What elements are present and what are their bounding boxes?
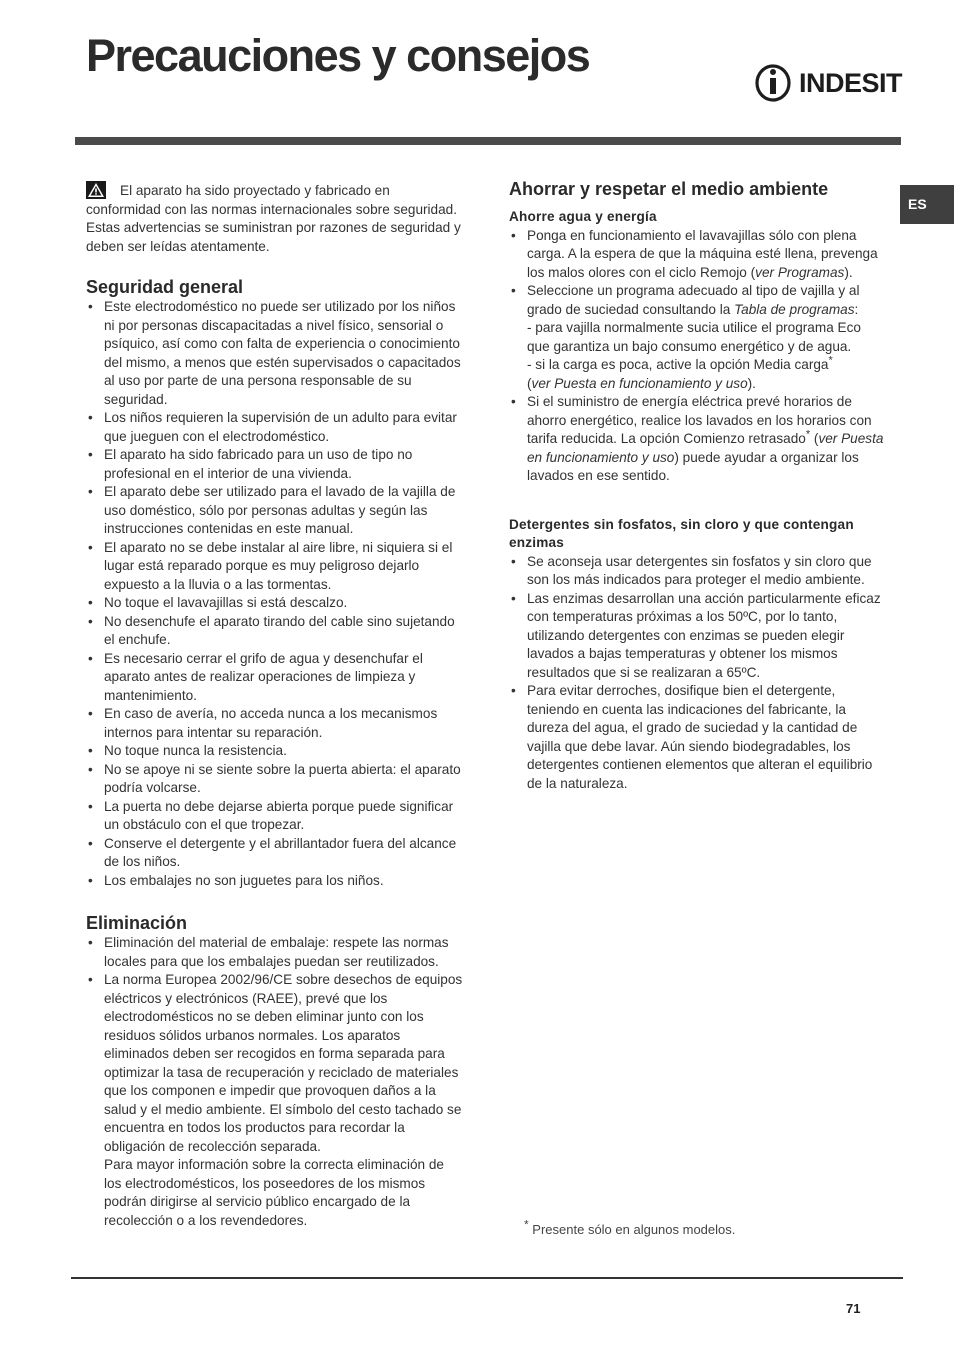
- right-column: [509, 178, 887, 793]
- list-item: • La puerta no debe dejarse abierta porque puede significar un obstáculo con el que tropezar.: [86, 798, 464, 835]
- b2-line2: - para vajilla normalmente sucia utilice el programa Eco que garantiza un bajo consumo energético y de agua.: [527, 320, 861, 354]
- list-item: • No se apoye ni se siente sobre la puerta abierta: el aparato podría volcarse.: [86, 761, 464, 798]
- b3-text: Si el suministro de energía eléctrica prevé horarios de ahorro energético, realice los lavados en los horarios con tarifa reducida. La opción Comienzo retrasado: [527, 394, 872, 446]
- ahorre-subheading: Ahorre agua y energía: [509, 209, 657, 224]
- list-item: • El aparato no se debe instalar al aire libre, ni siquiera si el lugar está reparado porque es muy peligroso dejarlo expuesto a la lluvia o a las tormentas.: [86, 539, 464, 595]
- list-item: • Conserve el detergente y el abrillantador fuera del alcance de los niños.: [86, 835, 464, 872]
- b2-ref: Tabla de programas: [734, 301, 855, 317]
- list-item: • Se aconseja usar detergentes sin fosfatos y sin cloro que son los más indicados para proteger el medio ambiente.: [509, 553, 887, 590]
- list-item: • En caso de avería, no acceda nunca a los mecanismos internos para intentar su reparación.: [86, 705, 464, 742]
- b1-ref: ver Programas: [755, 264, 845, 280]
- b1-end: ).: [844, 264, 853, 280]
- ahorre-list: [509, 227, 887, 486]
- ahorrar-heading: Ahorrar y respetar el medio ambiente: [509, 179, 829, 199]
- b1-text: Ponga en funcionamiento el lavavajillas sólo con plena carga. A la espera de que la máquina esté llena, prevenga los malos olores con el ciclo Remojo (: [527, 227, 878, 280]
- detergentes-subheading: Detergentes sin fosfatos, sin cloro y que contengan enzimas: [509, 516, 854, 550]
- b2-ref2: ver Puesta en funcionamiento y uso: [531, 375, 748, 391]
- language-tab: ES: [900, 185, 954, 224]
- list-item: • No desenchufe el aparato tirando del cable sino sujetando el enchufe.: [86, 613, 464, 650]
- footnote-text: Presente sólo en algunos modelos.: [532, 1222, 736, 1237]
- footnote: [524, 1217, 736, 1237]
- b2-text: Seleccione un programa adecuado al tipo de vajilla y al grado de suciedad consultando la: [527, 283, 860, 317]
- list-item: • Los embalajes no son juguetes para los niños.: [86, 872, 464, 891]
- list-item: • Los niños requieren la supervisión de un adulto para evitar que jueguen con el electrodoméstico.: [86, 409, 464, 446]
- paren-open: (: [527, 375, 532, 391]
- intro-text: El aparato ha sido proyectado y fabricado en conformidad con las normas internacionales sobre seguridad. Estas advertencias se suministran por razones de seguridad y deben ser leídas atentamente.: [86, 183, 461, 254]
- list-item: • Para evitar derroches, dosifique bien el detergente, teniendo en cuenta las indicaciones del fabricante, la dureza del agua, el grado de suciedad y la cantidad de vajilla que debe lavar. Aún siendo biodegradables, los detergentes contienen elementos que alteran el equilibrio de la naturaleza.: [509, 682, 887, 793]
- list-item: [509, 282, 887, 393]
- list-item: • Eliminación del material de embalaje: respete las normas locales para que los embalajes puedan ser reutilizados.: [86, 934, 464, 971]
- eliminacion-raee-text: La norma Europea 2002/96/CE sobre desechos de equipos eléctricos y electrónicos (RAEE), prevé que los electrodomésticos no se deben eliminar junto con los residuos sólidos urbanos normales. Los aparatos eliminados deben ser recogidos en forma separada para optimizar la tasa de recuperación y reciclado de materiales que los componen e impedir que provoquen daños a la salud y el medio ambiente. El símbolo del cesto tachado se encuentra en todos los productos para recordar la obligación de recolección separada.: [104, 972, 463, 1154]
- brand-name: INDESIT: [799, 68, 903, 98]
- eliminacion-heading: Eliminación: [86, 913, 188, 933]
- footnote-star: *: [524, 1217, 529, 1232]
- list-item: [509, 227, 887, 283]
- brand-i-icon: [753, 62, 797, 104]
- list-item: • El aparato ha sido fabricado para un uso de tipo no profesional en el interior de una vivienda.: [86, 446, 464, 483]
- page-number: 71: [846, 1301, 861, 1316]
- seguridad-heading: Seguridad general: [86, 277, 244, 297]
- left-column: [86, 182, 464, 1230]
- indesit-logo: [753, 62, 903, 104]
- footnote-star: *: [805, 428, 811, 441]
- detergentes-list: [509, 553, 887, 794]
- footer-divider: [71, 1277, 903, 1279]
- list-item: • Este electrodoméstico no puede ser utilizado por los niños ni por personas discapacitadas a nivel físico, sensorial o psíquico, así como con falta de experiencia o conocimiento del mismo, a menos que estén supervisados o capacitados al uso por parte de una persona responsable de su seguridad.: [86, 298, 464, 409]
- b3-end: puede ayudar a organizar los lavados en ese sentido.: [527, 449, 859, 483]
- paren-open: (: [813, 431, 819, 446]
- paren-close: ).: [747, 375, 756, 391]
- list-item: • No toque nunca la resistencia.: [86, 742, 464, 761]
- intro-paragraph: [86, 182, 464, 256]
- list-item: • Es necesario cerrar el grifo de agua y desenchufar el aparato antes de realizar operaciones de limpieza y mantenimiento.: [86, 650, 464, 706]
- list-item: • Si el suministro de energía eléctrica prevé horarios de ahorro energético, realice los lavados en los horarios con tarifa reducida. La opción Comienzo retrasado* (ver Puesta en funcionamiento y uso) puede ayudar a organizar los lavados en ese sentido.: [509, 393, 887, 486]
- seguridad-list: [86, 298, 464, 890]
- list-item: • El aparato debe ser utilizado para el lavado de la vajilla de uso doméstico, sólo por personas adultas y según las instrucciones contenidas en este manual.: [86, 483, 464, 539]
- eliminacion-list: [86, 934, 464, 1230]
- b3-ref: ver Puesta en funcionamiento y uso: [527, 431, 884, 465]
- b2-colon: :: [854, 301, 859, 317]
- eliminacion-info-text: Para mayor información sobre la correcta eliminación de los electrodomésticos, los poseedores de los mismos podrán dirigirse al servicio público encargado de la recolección o a los revendedores.: [104, 1157, 444, 1228]
- b2-line3: - si la carga es poca, active la opción Media carga: [527, 357, 829, 372]
- list-item: • Las enzimas desarrollan una acción particularmente eficaz con temperaturas próximas a los 50ºC, por lo tanto, utilizando detergentes con enzimas se pueden elegir lavados a bajas temperaturas y obtener los mismos resultados que si se realizaran a 65ºC.: [509, 590, 887, 683]
- page-title: Precauciones y consejos: [86, 30, 590, 81]
- footnote-star: *: [828, 354, 833, 367]
- header-divider: [75, 137, 901, 145]
- list-item: • No toque el lavavajillas si está descalzo.: [86, 594, 464, 613]
- warning-icon: [86, 181, 106, 199]
- list-item: [86, 971, 464, 1230]
